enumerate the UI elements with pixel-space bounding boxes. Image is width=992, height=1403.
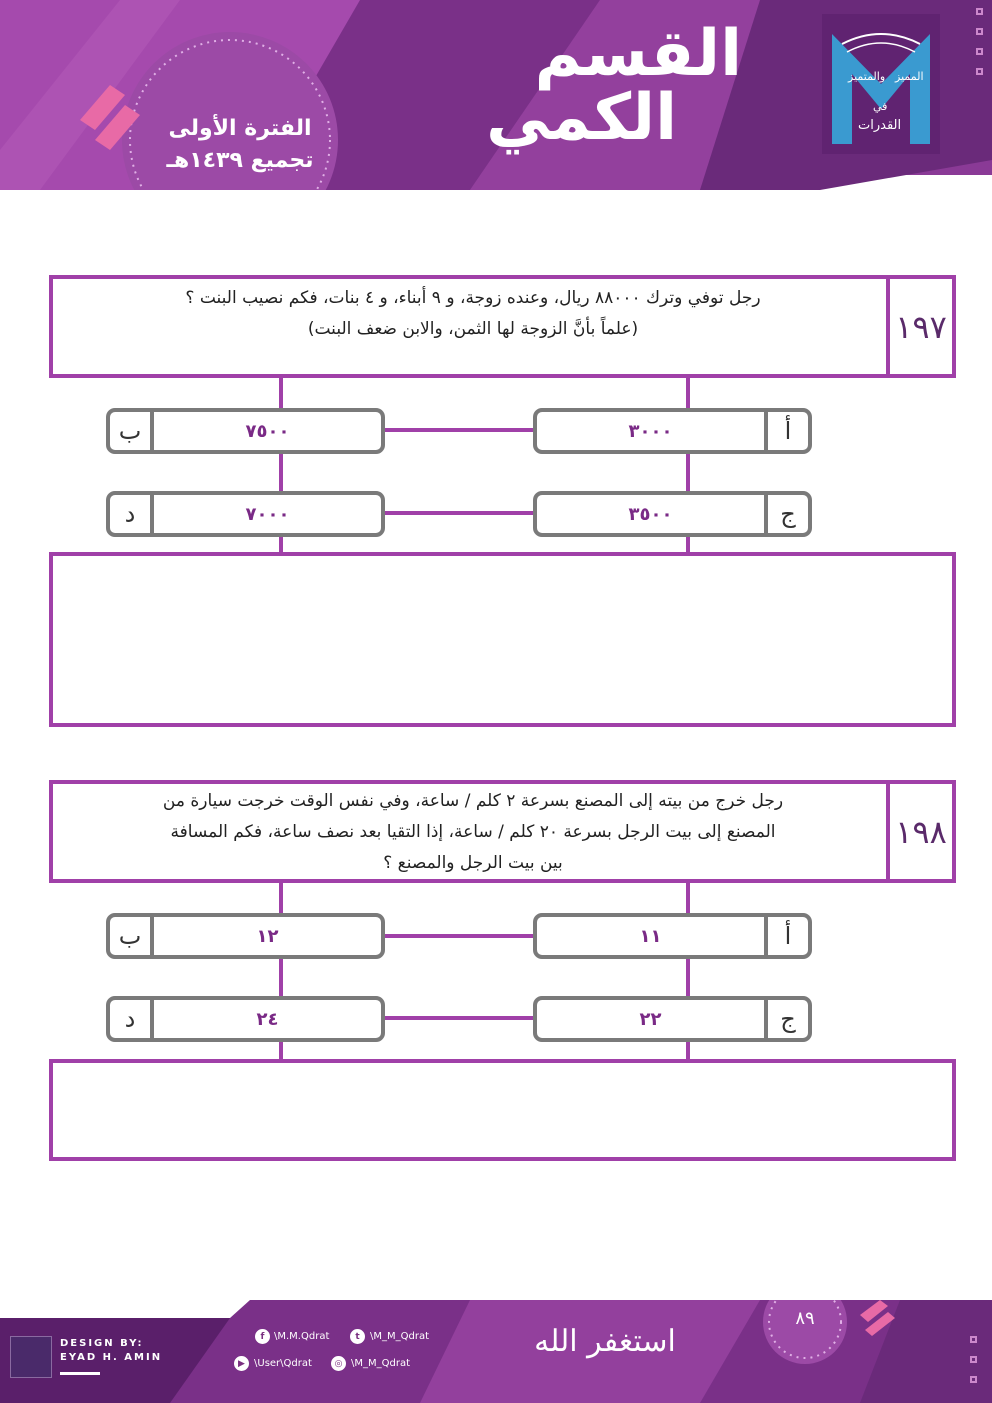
option-letter: ج [764,495,808,533]
option-c[interactable] [533,996,812,1042]
option-d[interactable] [106,491,385,537]
option-value: ١١ [639,925,662,947]
question-box [49,780,956,883]
twitter-handle[interactable]: \M_M_Qdrat [370,1331,430,1342]
option-d[interactable] [106,996,385,1042]
calligraphy-text: استغفر الله [534,1324,676,1359]
connector-line [383,934,535,938]
option-a[interactable] [533,408,812,454]
logo [822,14,940,154]
answer-box[interactable] [49,1059,956,1161]
option-value: ٧٠٠٠ [245,503,290,525]
question-line: المصنع إلى بيت الرجل بسرعة ٢٠ كلم / ساعة، إذا التقيا بعد نصف ساعة، فكم المسافة [170,822,776,842]
youtube-handle[interactable]: \User\Qdrat [254,1358,312,1369]
deco-square [976,28,983,35]
deco-square [970,1376,977,1383]
option-letter: ب [110,412,154,450]
twitter-icon[interactable]: t [350,1329,365,1344]
question-line: بين بيت الرجل والمصنع ؟ [383,853,563,873]
facebook-icon[interactable]: f [255,1329,270,1344]
option-value: ٢٢ [639,1008,662,1030]
option-letter: ج [764,1000,808,1038]
logo-text-4: القدرات [858,118,902,133]
instagram-handle[interactable]: \M_M_Qdrat [351,1358,411,1369]
logo-text-1: المميز [895,70,924,83]
option-value: ٧٥٠٠ [245,420,290,442]
section-title-line2: الكمي [486,81,677,155]
option-c[interactable] [533,491,812,537]
deco-square [976,68,983,75]
deco-square [970,1356,977,1363]
design-by-label: DESIGN BY: [60,1338,144,1349]
section-title-line1: القسم [534,17,742,91]
option-b[interactable] [106,913,385,959]
connector-line [383,1016,535,1020]
option-value: ٣٥٠٠ [628,503,673,525]
connector-line [383,511,535,515]
question-line: رجل خرج من بيته إلى المصنع بسرعة ٢ كلم / ساعة، وفي نفس الوقت خرجت سيارة من [162,791,784,811]
page-footer [0,1300,992,1403]
question-number: ١٩٧ [886,279,952,374]
question-line: رجل توفي وترك ٨٨٠٠٠ ريال، وعنده زوجة، و ٩ أبناء، و ٤ بنات، فكم نصيب البنت ؟ [185,288,761,308]
book-logo-icon [822,14,940,154]
question-box [49,275,956,378]
youtube-icon[interactable]: ▶ [234,1356,249,1371]
option-letter: أ [764,412,808,450]
page-header [0,0,992,190]
option-value: ٣٠٠٠ [628,420,673,442]
facebook-handle[interactable]: \M.M.Qdrat [274,1331,330,1342]
option-letter: ب [110,917,154,955]
option-value: ١٢ [256,925,279,947]
deco-square [976,8,983,15]
page-number: ٨٩ [795,1308,815,1329]
option-b[interactable] [106,408,385,454]
designer-underline [60,1372,100,1375]
option-value: ٢٤ [256,1008,279,1030]
deco-square [970,1336,977,1343]
logo-text-2: والمتميز [848,70,886,83]
question-text [63,786,883,879]
option-letter: د [110,1000,154,1038]
question-line: (علماً بأنَّ الزوجة لها الثمن، والابن ضعف البنت) [307,319,639,339]
instagram-icon[interactable]: ◎ [331,1356,346,1371]
question-text [63,283,883,345]
option-a[interactable] [533,913,812,959]
answer-box[interactable] [49,552,956,727]
deco-square [976,48,983,55]
logo-text-3: في [873,100,888,113]
designer-logo-icon [10,1336,52,1378]
period-label: الفترة الأولى [168,116,312,141]
collection-label: تجميع ١٤٣٩هـ [166,148,314,173]
designer-name: EYAD H. AMIN [60,1352,163,1363]
connector-line [383,428,535,432]
option-letter: د [110,495,154,533]
option-letter: أ [764,917,808,955]
question-number: ١٩٨ [886,784,952,879]
